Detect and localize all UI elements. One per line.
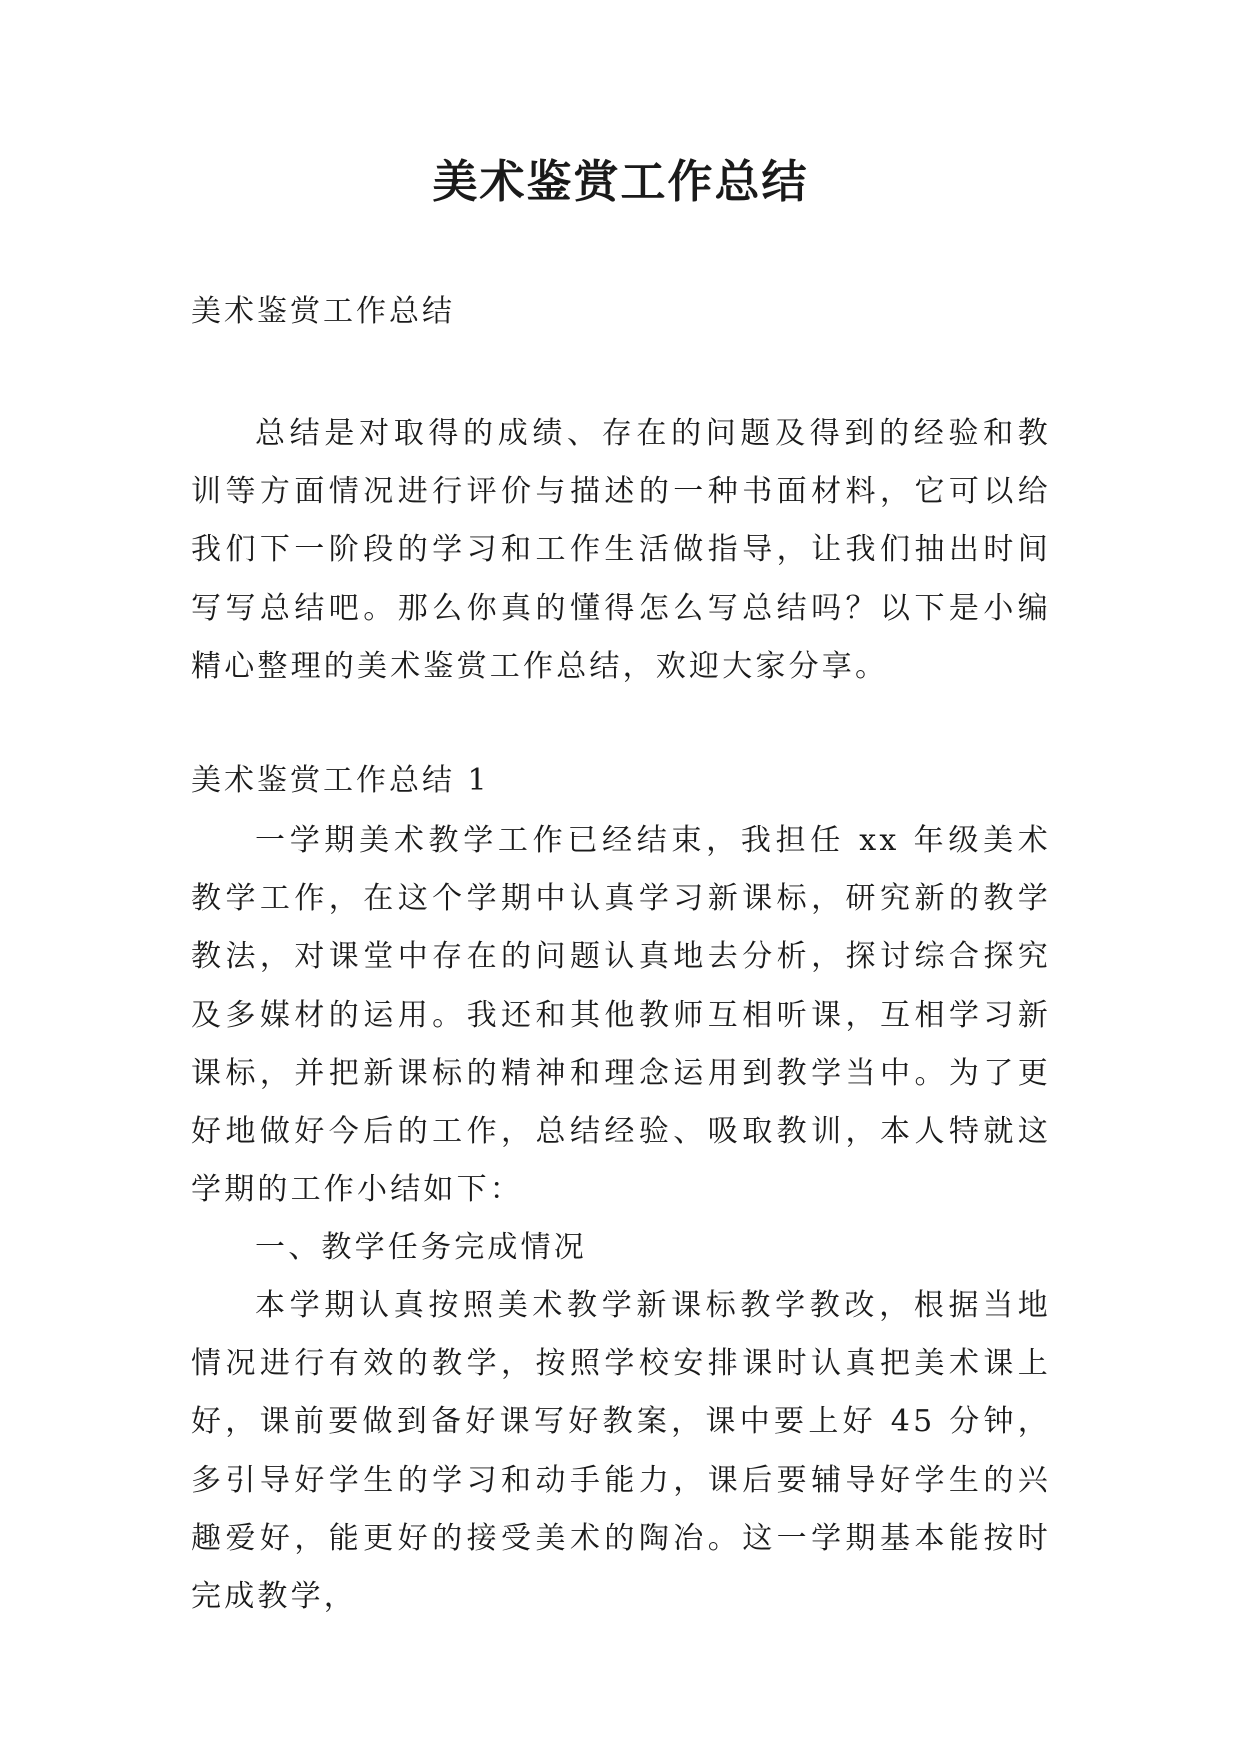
document-title: 美术鉴赏工作总结 bbox=[432, 155, 809, 208]
intro-paragraph: 总结是对取得的成绩、存在的问题及得到的经验和教训等方面情况进行评价与描述的一种书面材料，它可以给我们下一阶段的学习和工作生活做指导，让我们抽出时间写写总结吧。那么你真的懂得怎么写总结吗？以下是小编精心整理的美术鉴赏工作总结，欢迎大家分享。 bbox=[191, 416, 1051, 684]
body-paragraph: 一学期美术教学工作已经结束，我担任 xx 年级美术教学工作，在这个学期中认真学习新课标，研究新的教学教法，对课堂中存在的问题认真地去分析，探讨综合探究及多媒材的运用。我还和其他教师互相听课，互相学习新课标，并把新课标的精神和理念运用到教学当中。为了更好地做好今后的工作，总结经验、吸取教训，本人特就这学期的工作小结如下： bbox=[191, 823, 1051, 1208]
body-paragraph: 本学期认真按照美术教学新课标教学教改，根据当地情况进行有效的教学，按照学校安排课时认真把美术课上好，课前要做到备好课写好教案，课中要上好 45 分钟，多引导好学生的学习和动手能力，课后要辅导好学生的兴趣爱好，能更好的接受美术的陶冶。这一学期基本能按时完成教学， bbox=[191, 1288, 1051, 1615]
subsection-heading: 一、教学任务完成情况 bbox=[255, 1230, 587, 1265]
document-subtitle: 美术鉴赏工作总结 bbox=[191, 294, 455, 329]
section-heading: 美术鉴赏工作总结 1 bbox=[191, 763, 490, 798]
